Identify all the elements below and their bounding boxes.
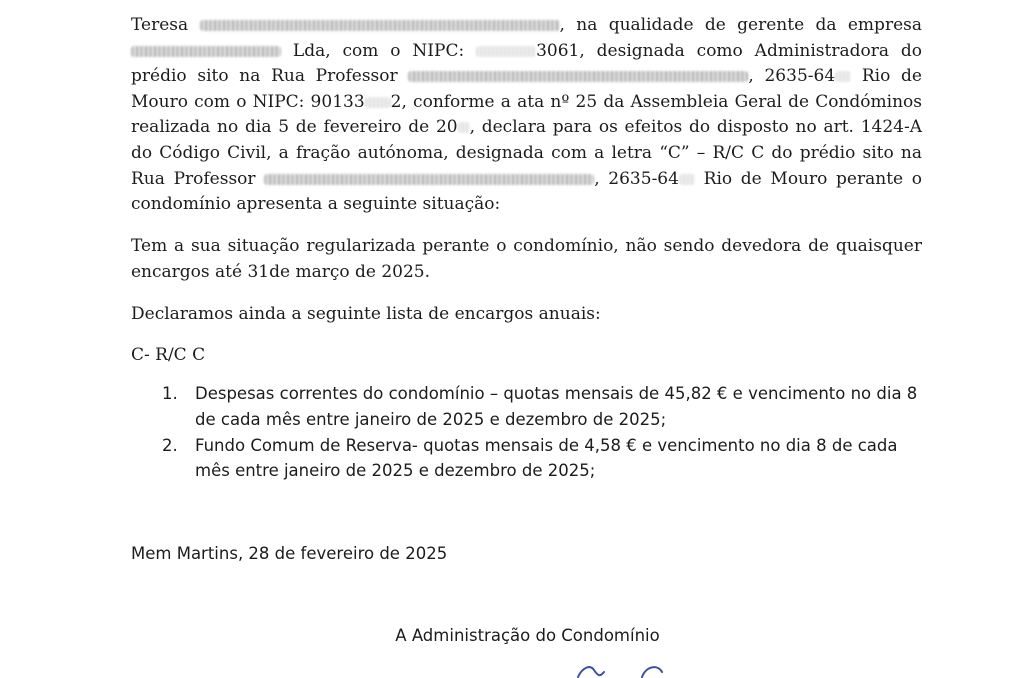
fraction-label: C- R/C C [131,345,206,365]
text-fragment: Lda, com o NIPC: [292,40,465,61]
status-paragraph: Tem a sua situação regularizada perante o condomínio, não sendo devedora de quaisquer encargos até 31de março de 2025. [131,236,922,282]
text-fragment: , na qualidade de gerente da empresa [559,15,922,35]
text-fragment: Rio de Mouro perante o condomínio apresenta a seguinte situação: [131,168,923,215]
text-fragment: 2, conforme a ata nº 25 da Assembleia Geral de Condóminos realizada no dia 5 de fevereiro de 20 [131,91,922,138]
redacted-address [264,174,594,185]
list-item-text: Despesas correntes do condomínio – quotas mensais de 45,82 € e vencimento no dia 8 de cada mês entre janeiro de 2025 e dezembro de 2025; [195,384,918,429]
charges-intro: Declaramos ainda a seguinte lista de encargos anuais: [131,304,601,324]
list-item-number: 1. [162,384,178,403]
text-fragment: , 2635-64 [594,168,679,189]
text-fragment: Teresa [131,15,189,35]
declaration-paragraph [131,13,922,218]
redacted-name [200,20,560,31]
charges-list [162,381,924,484]
redacted-year [458,122,470,133]
redacted-company [131,46,281,57]
text-fragment: 3061, designada como Administradora do prédio sito na Rua Professor [131,40,922,87]
list-item [162,433,924,485]
list-item-number: 2. [162,435,178,455]
place-date: Mem Martins, 28 de fevereiro de 2025 [131,544,448,563]
redacted-nipc [476,46,536,57]
signature-title: A Administração do Condomínio [395,626,660,645]
redacted-nipc-digits [365,97,391,108]
redacted-postcode [679,174,695,185]
redacted-address [408,71,748,82]
redacted-postcode [835,71,851,82]
list-item-text: Fundo Comum de Reserva- quotas mensais de 4,58 € e vencimento no dia 8 de cada mês entre janeiro de 2025 e dezembro de 2025; [195,435,898,481]
signature-mark [570,660,690,678]
text-fragment: Rio de Mouro com o NIPC: 90133 [131,66,922,112]
list-item [162,381,924,433]
text-fragment: , 2635-64 [748,66,836,87]
text-fragment: , declara para os efeitos do disposto no art. 1424-A do Código Civil, a fração autónoma, designada com a letra “C” – R/C C do prédio sito na Rua Professor [131,117,922,189]
